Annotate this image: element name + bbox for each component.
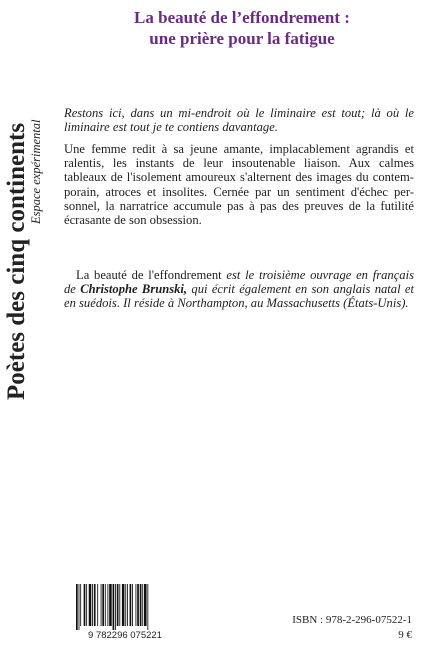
barcode-bar [86, 584, 87, 626]
barcode-bar [80, 584, 81, 626]
about-text-1: est le troisième ouvrage en français de [64, 268, 414, 297]
barcode-bar [132, 584, 133, 626]
barcode-bar [125, 584, 126, 626]
barcode-bar [119, 584, 120, 626]
barcode-digits: 9 782296 075221 [88, 630, 162, 640]
barcode-bar [144, 584, 147, 626]
barcode-bar [76, 584, 78, 630]
barcode-bar [92, 584, 93, 626]
barcode-bar [97, 584, 98, 626]
barcode-bar [79, 584, 80, 630]
about-book-title: La beauté de l'effondrement [76, 268, 222, 282]
barcode-bar [94, 584, 96, 626]
intro-quote: Restons ici, dans un mi-endroit où le liminaire est tout; là où le liminaire est tout je te contiens davantage. [64, 106, 414, 135]
barcode-bar [105, 584, 106, 626]
barcode [72, 582, 178, 640]
price: 9 € [398, 629, 412, 641]
book-title [72, 7, 412, 49]
barcode-bar [107, 584, 108, 626]
about-text-2: qui écrit également en son anglais natal et en suédois. Il réside à Northampton, au Massachusetts (États-Unis). [64, 282, 414, 311]
title-line-2: une prière pour la fatigue [149, 29, 335, 48]
barcode-bar [101, 584, 102, 626]
isbn: ISBN : 978-2-296-07522-1 [292, 614, 412, 626]
author-note [64, 268, 414, 311]
barcode-bar [102, 584, 104, 626]
barcode-bar [140, 584, 142, 626]
barcode-bar [122, 584, 125, 626]
barcode-bar [113, 584, 115, 630]
barcode-bar [117, 584, 119, 626]
barcode-bars [76, 584, 148, 630]
title-line-1: La beauté de l’effondrement : [134, 8, 350, 27]
barcode-bar [127, 584, 128, 626]
series-name: Poètes des cinq continents [3, 122, 30, 400]
barcode-bar [109, 584, 112, 626]
barcode-bar [130, 584, 132, 626]
barcode-bar [136, 584, 137, 626]
synopsis: Une femme redit à sa jeune amante, implacablement agrandis et ralentis, les instants de leur insoutenable liaison. Aux calmes tableaux de l'isolement amoureux s'alternent des images du contem-porain, atroces et insolites. Cernée par un sentiment d'échec per-sonnel, la narratrice accumule pas à pas des preuves de la futilité écrasante de son obsession. [64, 142, 414, 228]
spine [0, 0, 60, 420]
author-name: Christophe Brunski, [80, 282, 188, 297]
collection-name: Espace expérimental [29, 119, 43, 224]
barcode-bar [142, 584, 143, 626]
barcode-bar [147, 584, 148, 630]
barcode-bar [89, 584, 92, 626]
barcode-bar [84, 584, 86, 626]
barcode-bar [137, 584, 139, 626]
barcode-bar [115, 584, 116, 630]
